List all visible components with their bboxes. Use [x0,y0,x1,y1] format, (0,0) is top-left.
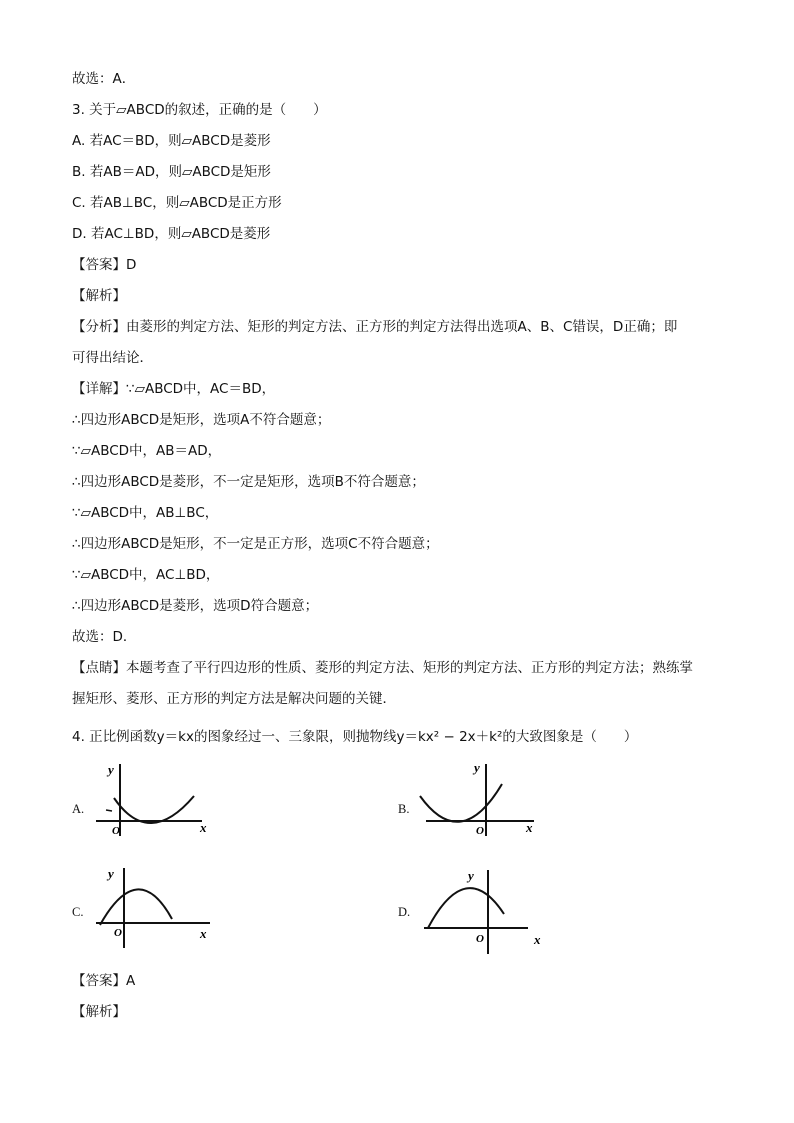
parabola-curve [114,796,194,823]
detail-line: ∴四边形ABCD是矩形，不一定是正方形，选项C不符合题意； [72,536,439,552]
origin-label: O [476,933,484,945]
option-c-text: C. 若AB⊥BC，则▱ABCD是正方形 [72,195,282,211]
x-axis-label: x [200,926,207,941]
option-b-label: B. [398,802,410,816]
answer-label-2: 【答案】A [72,973,136,989]
analysis-label: 【解析】 [72,288,126,304]
x-axis-label: x [534,932,541,947]
answer-label: 【答案】D [72,257,137,273]
comment-line: 【点睛】本题考查了平行四边形的性质、菱形的判定方法、矩形的判定方法、正方形的判定方法；熟练掌 [72,660,693,676]
option-b-text: B. 若AB＝AD，则▱ABCD是矩形 [72,164,271,180]
x-axis-label: x [526,820,533,835]
comment-line-cont: 握矩形、菱形、正方形的判定方法是解决问题的关键． [72,691,396,707]
option-c-label: C. [72,905,84,919]
detail-line: ∴四边形ABCD是矩形，选项A不符合题意； [72,412,331,428]
graph-a [90,760,220,840]
graph-d [420,862,560,957]
detail-line: ∴四边形ABCD是菱形，选项D符合题意； [72,598,319,614]
y-axis-label: y [474,760,480,775]
detail-line: ∵▱ABCD中，AB＝AD， [72,443,222,459]
parabola-curve [428,888,504,928]
option-d-text: D. 若AC⊥BD，则▱ABCD是菱形 [72,226,271,242]
option-d-label: D. [398,905,411,919]
graph-b [416,760,546,840]
y-axis-label: y [468,868,474,883]
option-a-text: A. 若AC＝BD，则▱ABCD是菱形 [72,133,271,149]
origin-label: O [476,825,484,837]
question-4: 4. 正比例函数y＝kx的图象经过一、三象限，则抛物线y＝kx² − 2x＋k²的大致图象是（ ） [72,729,638,745]
detail-line: 【详解】∵▱ABCD中，AC＝BD， [72,381,276,397]
analysis-text: 【分析】由菱形的判定方法、矩形的判定方法、正方形的判定方法得出选项A、B、C错误，D正确；即 [72,319,678,335]
y-axis-label: y [108,866,114,881]
parabola-curve [100,889,172,925]
text-line: 故选：A． [72,71,136,87]
origin-label: O [114,927,122,939]
graph-c [90,862,220,952]
option-a-label: A. [72,802,85,816]
y-axis-label: y [108,762,114,777]
detail-line: ∵▱ABCD中，AB⊥BC， [72,505,219,521]
question-3: 3. 关于▱ABCD的叙述，正确的是（ ） [72,102,327,118]
detail-line: ∴四边形ABCD是菱形，不一定是矩形，选项B不符合题意； [72,474,425,490]
analysis-label-2: 【解析】 [72,1004,126,1020]
origin-label: O [112,825,120,837]
x-axis-label: x [200,820,207,835]
detail-line: ∵▱ABCD中，AC⊥BD， [72,567,220,583]
analysis-text-cont: 可得出结论． [72,350,153,366]
parabola-curve [420,784,502,822]
conclusion-line: 故选：D． [72,629,137,645]
